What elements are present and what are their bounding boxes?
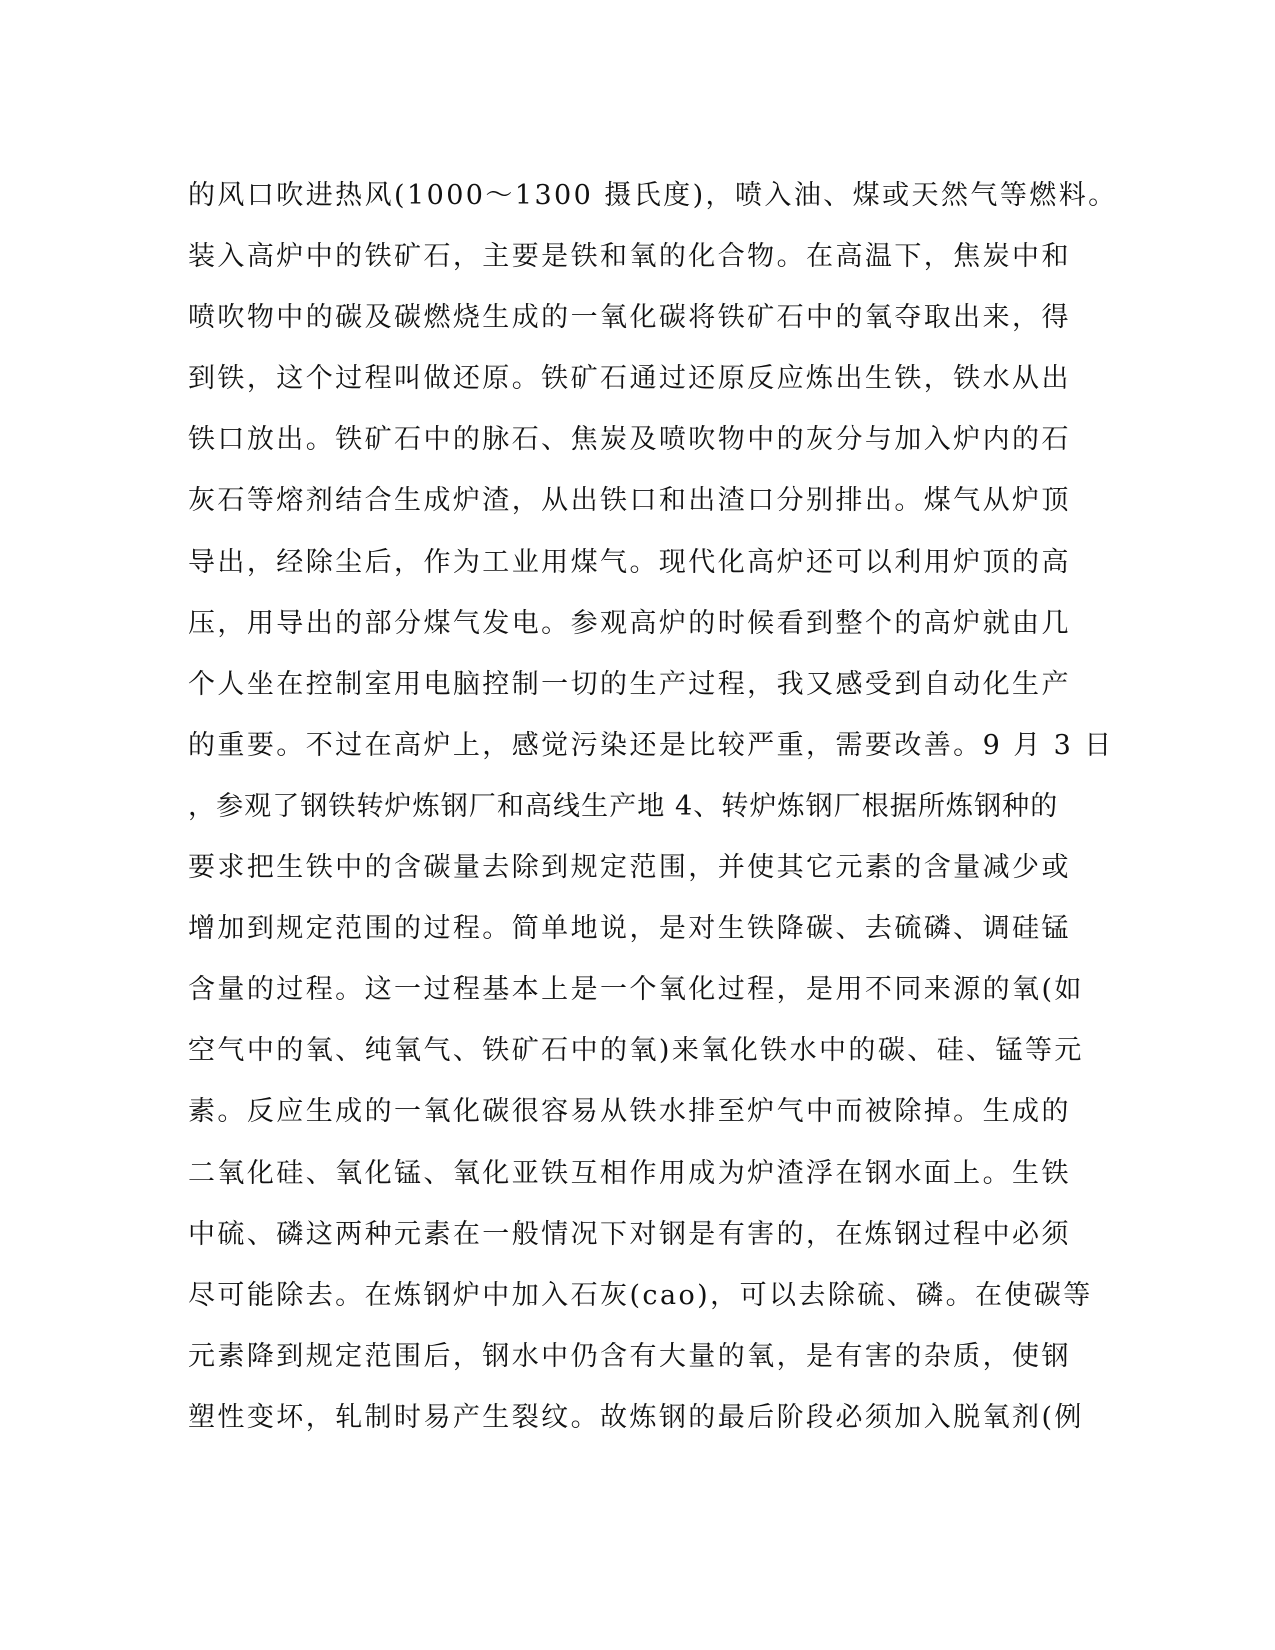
text-line: 含量的过程。这一过程基本上是一个氧化过程，是用不同来源的氧(如 [188, 974, 1084, 1006]
text-line: 元素降到规定范围后，钢水中仍含有大量的氧，是有害的杂质，使钢 [188, 1340, 1071, 1372]
body-text [188, 165, 1118, 1448]
text-line: 中硫、磷这两种元素在一般情况下对钢是有害的，在炼钢过程中必须 [188, 1218, 1071, 1250]
text-line: 增加到规定范围的过程。简单地说，是对生铁降碳、去硫磷、调硅锰 [188, 913, 1071, 945]
text-line: 个人坐在控制室用电脑控制一切的生产过程，我又感受到自动化生产 [188, 668, 1071, 700]
text-line: 的重要。不过在高炉上，感觉污染还是比较严重，需要改善。9 月 3 日 [188, 729, 1114, 761]
text-line: 压，用导出的部分煤气发电。参观高炉的时候看到整个的高炉就由几 [188, 607, 1071, 639]
text-line: 灰石等熔剂结合生成炉渣，从出铁口和出渣口分别排出。煤气从炉顶 [188, 485, 1071, 517]
text-line: 塑性变坏，轧制时易产生裂纹。故炼钢的最后阶段必须加入脱氧剂(例 [188, 1401, 1084, 1433]
text-line: 铁口放出。铁矿石中的脉石、焦炭及喷吹物中的灰分与加入炉内的石 [188, 424, 1071, 456]
text-line: 到铁，这个过程叫做还原。铁矿石通过还原反应炼出生铁，铁水从出 [188, 363, 1071, 395]
text-line: 喷吹物中的碳及碳燃烧生成的一氧化碳将铁矿石中的氧夺取出来，得 [188, 302, 1071, 334]
text-line: 的风口吹进热风(1000～1300 摄氏度)，喷入油、煤或天然气等燃料。 [188, 180, 1118, 211]
text-line: 尽可能除去。在炼钢炉中加入石灰(cao)，可以去除硫、磷。在使碳等 [188, 1279, 1093, 1311]
text-line: ，参观了钢铁转炉炼钢厂和高线生产地 4、转炉炼钢厂根据所炼钢种的 [188, 790, 1059, 822]
text-line: 导出，经除尘后，作为工业用煤气。现代化高炉还可以利用炉顶的高 [188, 546, 1071, 578]
text-line: 素。反应生成的一氧化碳很容易从铁水排至炉气中而被除掉。生成的 [188, 1096, 1071, 1128]
text-line: 二氧化硅、氧化锰、氧化亚铁互相作用成为炉渣浮在钢水面上。生铁 [188, 1157, 1071, 1189]
text-line: 装入高炉中的铁矿石，主要是铁和氧的化合物。在高温下，焦炭中和 [188, 241, 1071, 273]
text-line: 空气中的氧、纯氧气、铁矿石中的氧)来氧化铁水中的碳、硅、锰等元 [188, 1035, 1084, 1067]
text-line: 要求把生铁中的含碳量去除到规定范围，并使其它元素的含量减少或 [188, 852, 1071, 884]
